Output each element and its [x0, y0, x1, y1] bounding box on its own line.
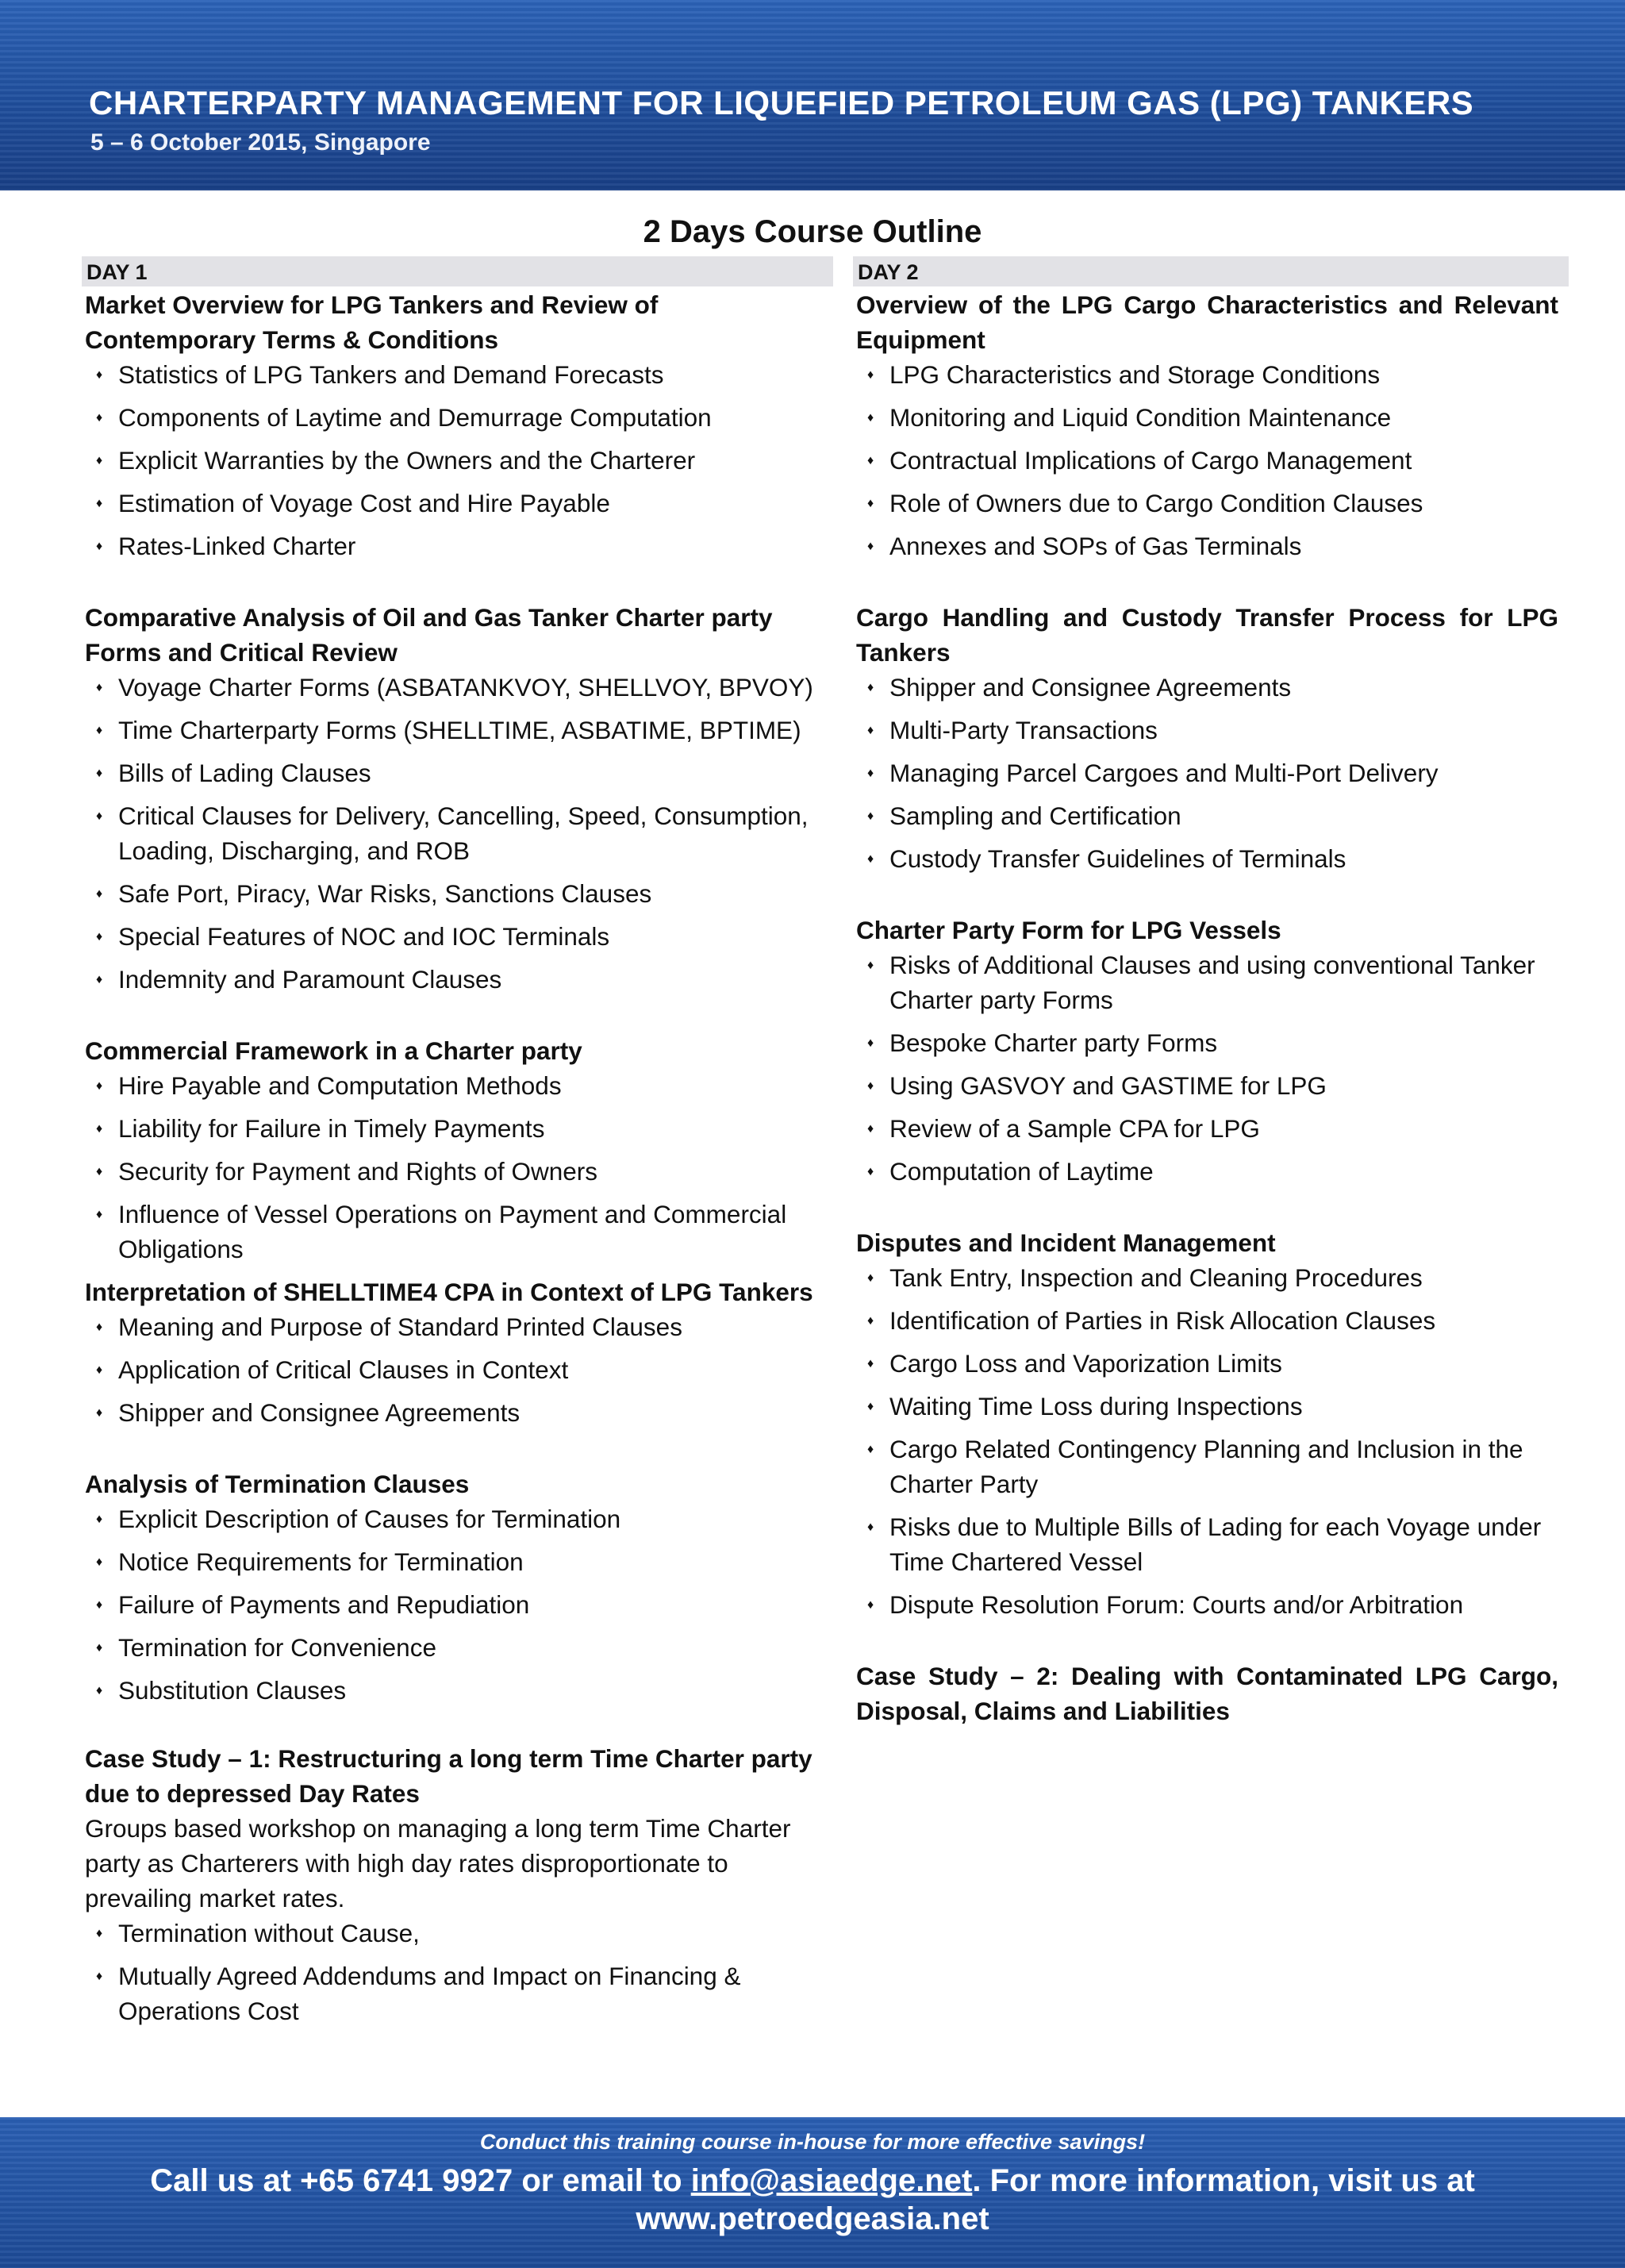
footer-banner — [0, 2117, 1625, 2268]
list-item: ♦ Role of Owners due to Cargo Condition Clauses — [856, 486, 1558, 521]
list-item: ♦ Annexes and SOPs of Gas Terminals — [856, 529, 1558, 563]
day2-section-1 — [856, 287, 1558, 563]
course-title: CHARTERPARTY MANAGEMENT FOR LIQUEFIED PETROLEUM GAS (LPG) TANKERS — [89, 84, 1474, 121]
case-study-description: Groups based workshop on managing a long term Time Charter party as Charterers with high day rates disproportionate to prevailing market rates. — [85, 1814, 791, 1912]
course-date-location: 5 – 6 October 2015, Singapore — [90, 129, 431, 156]
list-item: ♦ Mutually Agreed Addendums and Impact on Financing & Operations Cost — [85, 1959, 832, 2028]
list-item: ♦ Bespoke Charter party Forms — [856, 1025, 1558, 1060]
list-item: ♦ LPG Characteristics and Storage Conditions — [856, 357, 1558, 392]
section-title: Comparative Analysis of Oil and Gas Tanker Charter party Forms and Critical Review — [85, 603, 773, 667]
section-title: Charter Party Form for LPG Vessels — [856, 916, 1281, 944]
list-item: ♦ Risks due to Multiple Bills of Lading for each Voyage under Time Chartered Vessel — [856, 1509, 1558, 1579]
list-item: ♦ Termination without Cause, — [85, 1916, 832, 1951]
footer-call-suffix: . For more information, visit us at — [972, 2163, 1475, 2198]
list-item: ♦ Explicit Description of Causes for Termination — [85, 1501, 832, 1536]
bullet-list — [85, 1916, 832, 2028]
section-title: Disputes and Incident Management — [856, 1228, 1276, 1257]
bullet-list — [85, 670, 832, 997]
bullet-list — [85, 1068, 832, 1267]
list-item: ♦ Multi-Party Transactions — [856, 713, 1558, 748]
day1-section-2 — [85, 600, 832, 997]
list-item: ♦ Cargo Related Contingency Planning and Inclusion in the Charter Party — [856, 1432, 1558, 1501]
list-item: ♦ Application of Critical Clauses in Context — [85, 1352, 832, 1387]
footer-tagline: Conduct this training course in-house for more effective savings! — [479, 2130, 1146, 2154]
bullet-list — [856, 948, 1558, 1189]
section-title: Overview of the LPG Cargo Characteristics and Relevant Equipment — [856, 290, 1558, 354]
list-item: ♦ Critical Clauses for Delivery, Cancelling, Speed, Consumption, Loading, Discharging, and ROB — [85, 798, 832, 868]
list-item: ♦ Using GASVOY and GASTIME for LPG — [856, 1068, 1558, 1103]
list-item: ♦ Custody Transfer Guidelines of Terminals — [856, 841, 1558, 876]
list-item: ♦ Safe Port, Piracy, War Risks, Sanctions Clauses — [85, 876, 832, 911]
list-item: ♦ Waiting Time Loss during Inspections — [856, 1389, 1558, 1424]
header-banner — [0, 0, 1625, 190]
list-item: ♦ Contractual Implications of Cargo Management — [856, 443, 1558, 478]
day1-case-study — [85, 1741, 832, 2028]
list-item: ♦ Rates-Linked Charter — [85, 529, 832, 563]
list-item: ♦ Review of a Sample CPA for LPG — [856, 1111, 1558, 1146]
day2-case-study — [856, 1659, 1558, 1728]
list-item: ♦ Statistics of LPG Tankers and Demand Forecasts — [85, 357, 832, 392]
list-item: ♦ Explicit Warranties by the Owners and the Charterer — [85, 443, 832, 478]
list-item: ♦ Identification of Parties in Risk Allocation Clauses — [856, 1303, 1558, 1338]
day2-section-4 — [856, 1225, 1558, 1622]
bullet-list — [856, 670, 1558, 876]
list-item: ♦ Computation of Laytime — [856, 1154, 1558, 1189]
bullet-list — [856, 357, 1558, 563]
bullet-list — [856, 1260, 1558, 1622]
day1-section-4 — [85, 1274, 832, 1430]
day2-section-3 — [856, 913, 1558, 1189]
section-title: Analysis of Termination Clauses — [85, 1470, 470, 1498]
email-link[interactable]: info@asiaedge.net — [690, 2163, 973, 2198]
list-item: ♦ Cargo Loss and Vaporization Limits — [856, 1346, 1558, 1381]
day2-column — [856, 287, 1558, 1728]
list-item: ♦ Time Charterparty Forms (SHELLTIME, ASBATIME, BPTIME) — [85, 713, 832, 748]
list-item: ♦ Failure of Payments and Repudiation — [85, 1587, 832, 1622]
list-item: ♦ Influence of Vessel Operations on Payment and Commercial Obligations — [85, 1197, 832, 1267]
section-title: Commercial Framework in a Charter party — [85, 1036, 582, 1065]
day1-section-3 — [85, 1033, 832, 1267]
day2-band — [853, 256, 1569, 286]
list-item: ♦ Bills of Lading Clauses — [85, 755, 832, 790]
list-item: ♦ Tank Entry, Inspection and Cleaning Procedures — [856, 1260, 1558, 1295]
list-item: ♦ Dispute Resolution Forum: Courts and/or Arbitration — [856, 1587, 1558, 1622]
list-item: ♦ Monitoring and Liquid Condition Maintenance — [856, 400, 1558, 435]
list-item: ♦ Components of Laytime and Demurrage Computation — [85, 400, 832, 435]
list-item: ♦ Risks of Additional Clauses and using conventional Tanker Charter party Forms — [856, 948, 1558, 1017]
footer-call-text: Call us at +65 6741 9927 or email to — [150, 2163, 691, 2198]
list-item: ♦ Shipper and Consignee Agreements — [856, 670, 1558, 705]
website-link[interactable]: www.petroedgeasia.net — [636, 2201, 989, 2236]
list-item: ♦ Hire Payable and Computation Methods — [85, 1068, 832, 1103]
list-item: ♦ Meaning and Purpose of Standard Printed Clauses — [85, 1309, 832, 1344]
bullet-list — [85, 357, 832, 563]
section-title: Market Overview for LPG Tankers and Review of Contemporary Terms & Conditions — [85, 290, 659, 354]
list-item: ♦ Termination for Convenience — [85, 1630, 832, 1665]
list-item: ♦ Security for Payment and Rights of Owners — [85, 1154, 832, 1189]
day1-column — [85, 287, 832, 2036]
list-item: ♦ Estimation of Voyage Cost and Hire Payable — [85, 486, 832, 521]
day1-band — [82, 256, 833, 286]
section-title: Interpretation of SHELLTIME4 CPA in Context of LPG Tankers — [85, 1278, 813, 1306]
list-item: ♦ Managing Parcel Cargoes and Multi-Port Delivery — [856, 755, 1558, 790]
day2-section-2 — [856, 600, 1558, 876]
day1-section-1 — [85, 287, 832, 563]
list-item: ♦ Shipper and Consignee Agreements — [85, 1395, 832, 1430]
list-item: ♦ Special Features of NOC and IOC Terminals — [85, 919, 832, 954]
list-item: ♦ Liability for Failure in Timely Payments — [85, 1111, 832, 1146]
footer-contact — [0, 2163, 1625, 2199]
section-title: Case Study – 2: Dealing with Contaminated LPG Cargo, Disposal, Claims and Liabilities — [856, 1662, 1558, 1725]
day1-section-5 — [85, 1467, 832, 1708]
list-item: ♦ Indemnity and Paramount Clauses — [85, 962, 832, 997]
outline-heading: 2 Days Course Outline — [643, 214, 982, 249]
list-item: ♦ Voyage Charter Forms (ASBATANKVOY, SHELLVOY, BPVOY) — [85, 670, 832, 705]
list-item: ♦ Sampling and Certification — [856, 798, 1558, 833]
list-item: ♦ Notice Requirements for Termination — [85, 1544, 832, 1579]
bullet-list — [85, 1501, 832, 1708]
list-item: ♦ Substitution Clauses — [85, 1673, 832, 1708]
bullet-list — [85, 1309, 832, 1430]
section-title: Cargo Handling and Custody Transfer Process for LPG Tankers — [856, 603, 1558, 667]
day2-label: DAY 2 — [858, 260, 919, 284]
section-title: Case Study – 1: Restructuring a long term Time Charter party due to depressed Day Rates — [85, 1744, 812, 1808]
day1-label: DAY 1 — [86, 260, 148, 284]
